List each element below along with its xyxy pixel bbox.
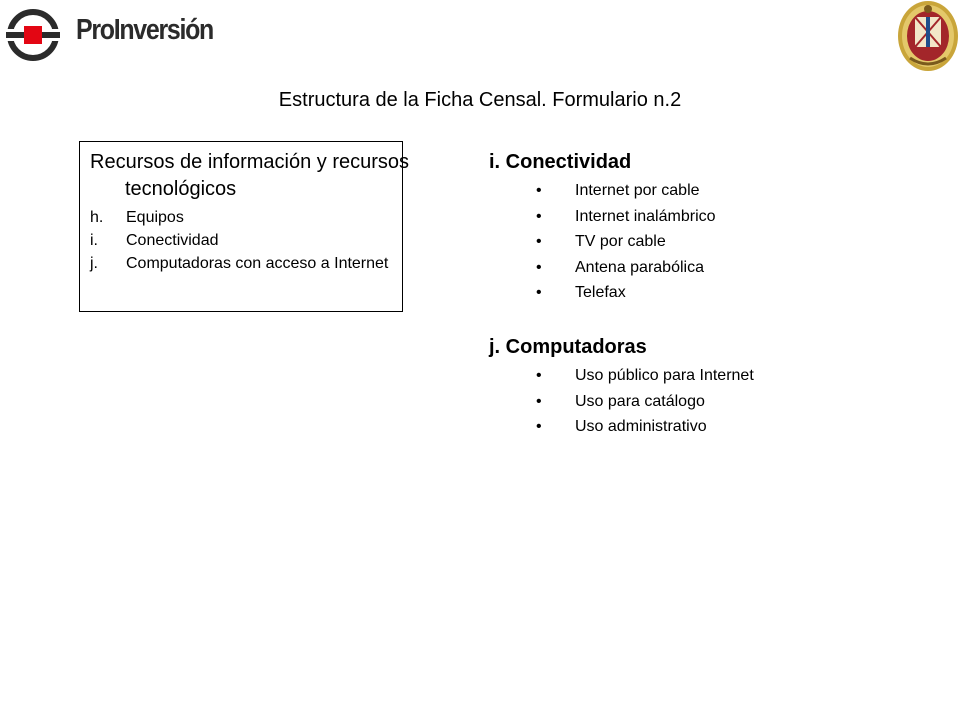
university-seal-icon bbox=[896, 0, 960, 72]
university-seal bbox=[896, 0, 960, 72]
list-item-label: Antena parabólica bbox=[575, 258, 704, 276]
bullet-icon: • bbox=[536, 258, 542, 276]
list-marker: h. bbox=[90, 209, 104, 226]
proinversion-logo-icon bbox=[4, 6, 66, 64]
list-item bbox=[90, 206, 390, 229]
summary-box-heading: Recursos de información y recursos tecnológicos bbox=[90, 151, 410, 200]
list-item-label: Internet inalámbrico bbox=[575, 207, 716, 225]
bullet-list bbox=[489, 178, 909, 306]
list-item-label: Conectividad bbox=[126, 232, 219, 249]
list-item-label: Uso administrativo bbox=[575, 418, 707, 435]
list-marker: j. bbox=[90, 255, 98, 272]
list-marker: i. bbox=[90, 232, 98, 249]
list-item-label: Uso público para Internet bbox=[575, 367, 754, 384]
list-item bbox=[489, 255, 909, 281]
bullet-icon: • bbox=[536, 284, 542, 301]
bullet-list bbox=[489, 363, 909, 440]
list-item bbox=[489, 363, 909, 389]
slide-title: Estructura de la Ficha Censal. Formulario n.2 bbox=[278, 89, 682, 111]
list-item bbox=[90, 229, 390, 252]
bullet-icon: • bbox=[536, 182, 542, 199]
logo-wordmark: ProInversión bbox=[76, 14, 213, 46]
list-item bbox=[489, 389, 909, 415]
section-heading: i. Conectividad bbox=[489, 151, 632, 173]
section-heading: j. Computadoras bbox=[489, 336, 647, 358]
summary-box bbox=[79, 141, 410, 312]
list-item bbox=[489, 178, 909, 204]
list-item bbox=[489, 229, 909, 255]
section-conectividad bbox=[489, 150, 909, 306]
bullet-icon: • bbox=[536, 392, 542, 410]
list-item-label: Equipos bbox=[126, 209, 184, 226]
list-item-label: TV por cable bbox=[575, 233, 666, 250]
bullet-icon: • bbox=[536, 367, 542, 384]
summary-list bbox=[90, 206, 390, 275]
list-item bbox=[489, 280, 909, 306]
bullet-icon: • bbox=[536, 207, 542, 225]
list-item bbox=[489, 204, 909, 230]
bullet-icon: • bbox=[536, 418, 542, 435]
list-item bbox=[90, 252, 390, 275]
list-item-label: Internet por cable bbox=[575, 182, 700, 199]
section-computadoras bbox=[489, 335, 909, 440]
proinversion-logo bbox=[4, 6, 213, 64]
list-item-label: Telefax bbox=[575, 284, 626, 301]
list-item-label: Computadoras con acceso a Internet bbox=[126, 255, 389, 272]
list-item bbox=[489, 414, 909, 440]
bullet-icon: • bbox=[536, 233, 542, 250]
list-item-label: Uso para catálogo bbox=[575, 392, 705, 410]
